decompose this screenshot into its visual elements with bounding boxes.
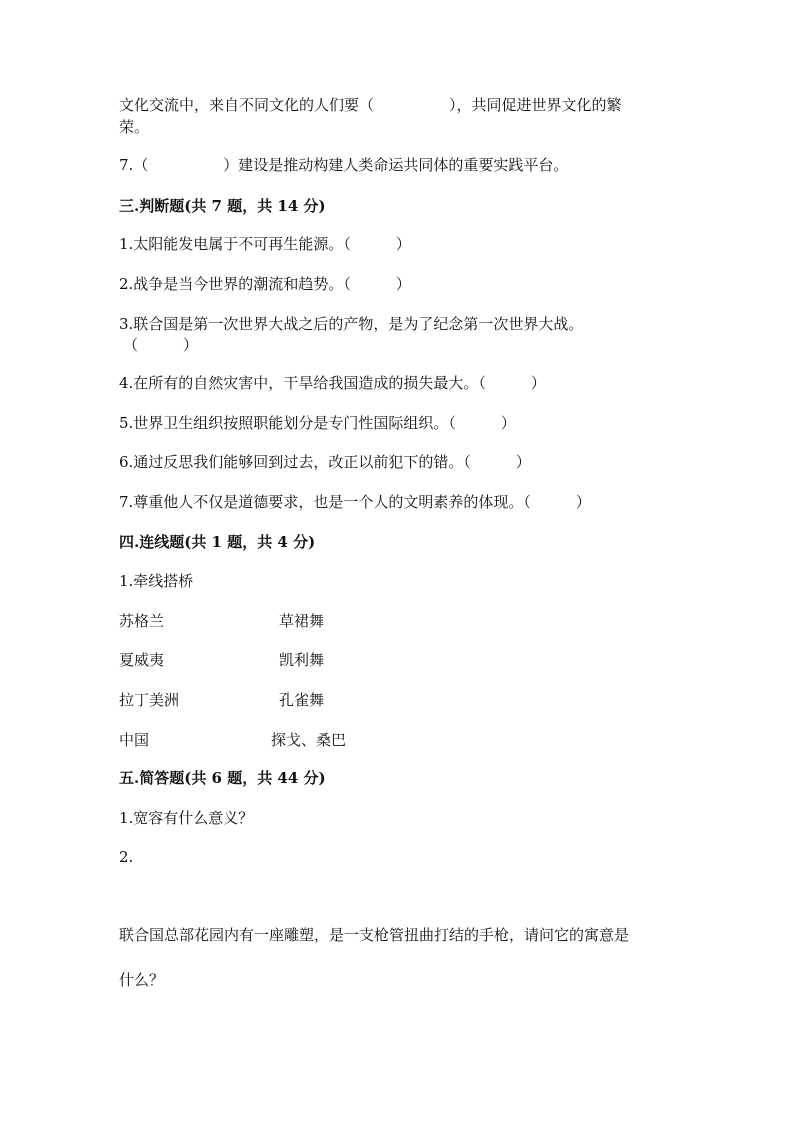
section3-title: 三.判断题(共 7 题，共 14 分) [119, 197, 326, 215]
match-left-4: 中国 [119, 731, 150, 749]
judge-item-6: 6.通过反思我们能够回到过去，改正以前犯下的错。（ ） [119, 453, 531, 471]
fill-blank-q7: 7.（ ）建设是推动构建人类命运共同体的重要实践平台。 [119, 156, 569, 174]
section5-title: 五.简答题(共 6 题，共 44 分) [119, 769, 326, 787]
match-left-2: 夏威夷 [119, 651, 165, 669]
match-left-1: 苏格兰 [119, 612, 165, 630]
fill-blank-q6-line2: 荣。 [119, 118, 150, 136]
match-right-4: 探戈、桑巴 [271, 731, 347, 749]
match-right-3: 孔雀舞 [279, 691, 325, 709]
judge-item-5: 5.世界卫生组织按照职能划分是专门性国际组织。（ ） [119, 414, 516, 432]
judge-item-3: 3.联合国是第一次世界大战之后的产物，是为了纪念第一次世界大战。 [119, 315, 584, 333]
short-answer-q1: 1.宽容有什么意义？ [119, 809, 254, 827]
judge-item-2: 2.战争是当今世界的潮流和趋势。（ ） [119, 275, 411, 293]
match-right-2: 凯利舞 [279, 651, 325, 669]
judge-item-3-blank: （ ） [123, 336, 199, 354]
match-question: 1.牵线搭桥 [119, 572, 194, 590]
short-answer-q2-line2: 什么？ [119, 971, 165, 989]
short-answer-q2-number: 2. [119, 848, 134, 866]
match-left-3: 拉丁美洲 [119, 691, 180, 709]
judge-item-7: 7.尊重他人不仅是道德要求，也是一个人的文明素养的体现。（ ） [119, 493, 591, 511]
fill-blank-q6-line1: 文化交流中，来自不同文化的人们要（ ），共同促进世界文化的繁 [119, 96, 622, 114]
short-answer-q2-line1: 联合国总部花园内有一座雕塑，是一支枪管扭曲打结的手枪，请问它的寓意是 [119, 926, 630, 944]
judge-item-1: 1.太阳能发电属于不可再生能源。（ ） [119, 235, 411, 253]
judge-item-4: 4.在所有的自然灾害中，干旱给我国造成的损失最大。（ ） [119, 374, 546, 392]
match-right-1: 草裙舞 [279, 612, 325, 630]
section4-title: 四.连线题(共 1 题，共 4 分) [119, 533, 316, 551]
